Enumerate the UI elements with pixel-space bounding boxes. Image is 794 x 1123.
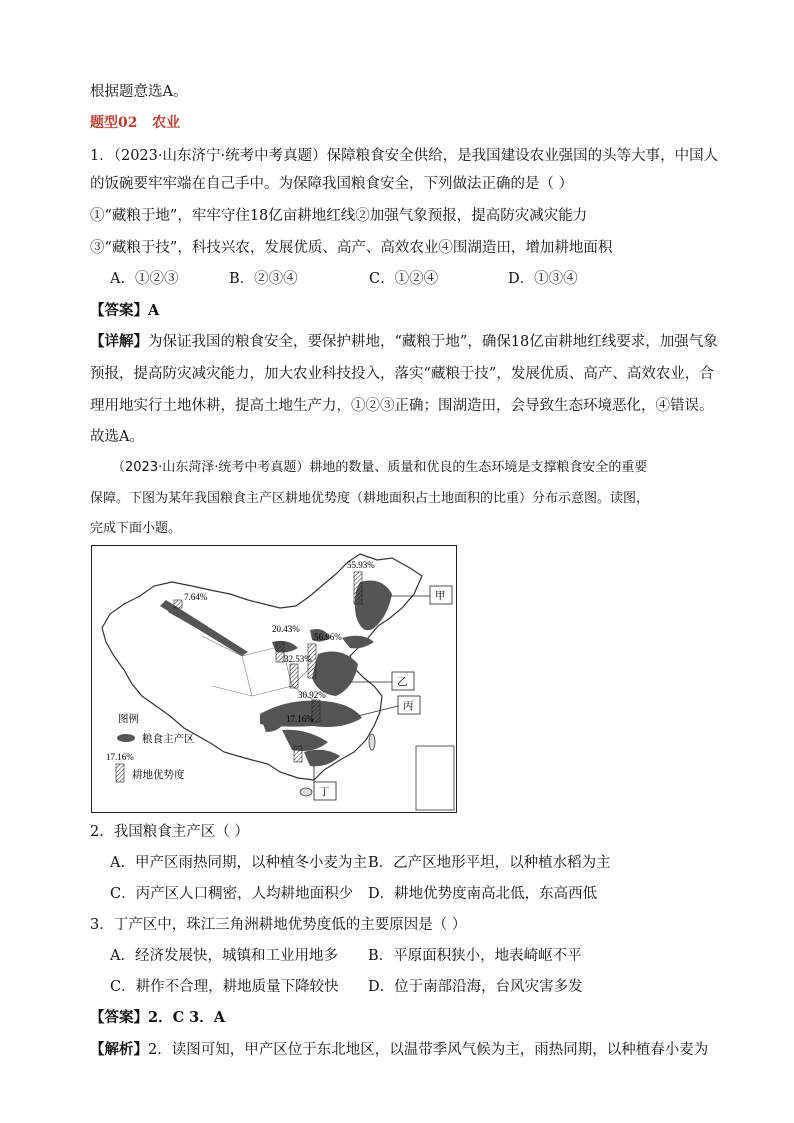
bar-south [294, 746, 302, 762]
q1-answer [90, 301, 159, 321]
label-bing: 丙 [403, 700, 414, 712]
q1-option-d: D．①③④ [508, 271, 578, 287]
q2-option-c: C．丙产区人口稠密，人均耕地面积少 [110, 886, 354, 902]
material-line3: 完成下面小题。 [90, 521, 182, 536]
q2-option-d: D．耕地优势度南高北低，东高西低 [368, 886, 598, 902]
label-pct-shaanxi: 32.53% [284, 654, 312, 664]
label-pct-yangtze: 30.92% [298, 690, 326, 700]
q3-stem: 3．丁产区中，珠江三角洲耕地优势度低的主要原因是（ ） [90, 917, 467, 933]
q3-option-d: D．位于南部沿海，台风灾害多发 [368, 979, 583, 995]
q1-detail-line1 [90, 332, 718, 352]
intro-line: 根据题意选A。 [90, 84, 188, 100]
legend-bar-swatch [116, 764, 124, 782]
label-pct-south: 17.16% [286, 714, 314, 724]
map-svg [92, 546, 456, 812]
section-title: 农业 [152, 115, 181, 131]
hainan-island [300, 788, 312, 796]
q1-option-c: C．①②④ [369, 271, 439, 287]
label-jia: 甲 [435, 590, 446, 602]
grain-area-map [91, 545, 457, 813]
q3-option-b: B．平原面积狭小，地表崎岖不平 [368, 948, 582, 964]
q2-option-a: A．甲产区雨热同期，以种植冬小麦为主 [110, 855, 367, 871]
grain-area-northeast-2 [342, 636, 374, 649]
q1-item-line2: ③“藏粮于技”，科技兴农，发展优质、高产、高效农业④围湖造田，增加耕地面积 [90, 240, 613, 256]
bar-shaanxi [290, 664, 298, 688]
q1-answer-value: A [148, 302, 160, 319]
q1-detail-line2: 预报，提高防灾减灾能力，加大农业科技投入，落实“藏粮于技”，发展优质、高产、高效农业，合 [90, 366, 714, 382]
q3-option-a: A．经济发展快，城镇和工业用地多 [110, 948, 338, 964]
leader-bing [358, 706, 398, 716]
q23-analysis [90, 1040, 708, 1060]
q23-answer-label: 【答案】 [90, 1009, 148, 1026]
q23-answers [90, 1008, 225, 1028]
bar-jia [354, 572, 362, 604]
grain-area-hunan [282, 730, 328, 751]
legend-area-label: 粮食主产区 [142, 733, 195, 745]
q3-option-c: C．耕作不合理，耕地质量下降较快 [110, 979, 339, 995]
analysis-text: 2．读图可知，甲产区位于东北地区，以温带季风气候为主，雨热同期，以种植春小麦为 [148, 1042, 709, 1058]
q1-stem-line1: 1．（2023·山东济宁·统考中考真题）保障粮食安全供给，是我国建设农业强国的头等大事，中国人 [90, 148, 719, 164]
q1-answer-label: 【答案】 [90, 302, 148, 319]
label-pct-xinjiang: 7.64% [184, 592, 208, 602]
q1-stem-line2: 的饭碗要牢牢端在自己手中。为保障我国粮食安全，下列做法正确的是（ ） [90, 176, 574, 192]
legend-title: 图例 [118, 713, 139, 725]
q1-detail-text1: 为保证我国的粮食安全，要保护耕地，“藏粮于地”，确保18亿亩耕地红线要求，加强气象 [148, 334, 718, 350]
legend-sample-pct: 17.16% [106, 752, 134, 762]
section-header [90, 113, 180, 133]
legend-bar-label: 耕地优势度 [132, 769, 185, 781]
section-tag: 题型02 [90, 115, 138, 131]
label-ding: 丁 [319, 786, 330, 798]
label-yi: 乙 [397, 676, 408, 688]
q2-option-b: B．乙产区地形平坦，以种植水稻为主 [368, 855, 611, 871]
analysis-label: 【解析】 [90, 1041, 148, 1058]
q1-detail-line3: 理用地实行土地休耕，提高土地生产力，①②③正确；围湖造田，会导致生态环境恶化，④错误。 [90, 398, 714, 414]
q1-item-line1: ①“藏粮于地”，牢牢守住18亿亩耕地红线②加强气象预报，提高防灾减灾能力 [90, 208, 588, 224]
south-sea-inset [416, 746, 454, 810]
label-pct-jia: 55.93% [347, 560, 375, 570]
taiwan-island [369, 734, 375, 750]
q1-detail-label: 【详解】 [90, 333, 148, 350]
material-line2: 保障。下图为某年我国粮食主产区耕地优势度（耕地面积占土地面积的比重）分布示意图。读图， [90, 491, 650, 506]
bar-xinjiang [174, 600, 182, 608]
q1-option-a: A．①②③ [110, 271, 179, 287]
q23-answer-text: 2．C 3．A [148, 1009, 226, 1026]
label-pct-hetao: 20.43% [272, 624, 300, 634]
grain-area-xinjiang-2 [168, 608, 232, 646]
material-line1: （2023·山东菏泽·统考中考真题）耕地的数量、质量和优良的生态环境是支撑粮食安全的重要 [112, 460, 648, 475]
bar-hetao [276, 642, 284, 662]
legend-area-swatch [117, 734, 135, 742]
label-pct-hebei: 56.96% [314, 632, 342, 642]
q1-detail-line4: 故选A。 [90, 429, 144, 445]
q1-option-b: B．②③④ [229, 271, 298, 287]
grain-area-sichuan [260, 711, 288, 732]
q2-stem: 2．我国粮食主产区（ ） [90, 824, 249, 840]
